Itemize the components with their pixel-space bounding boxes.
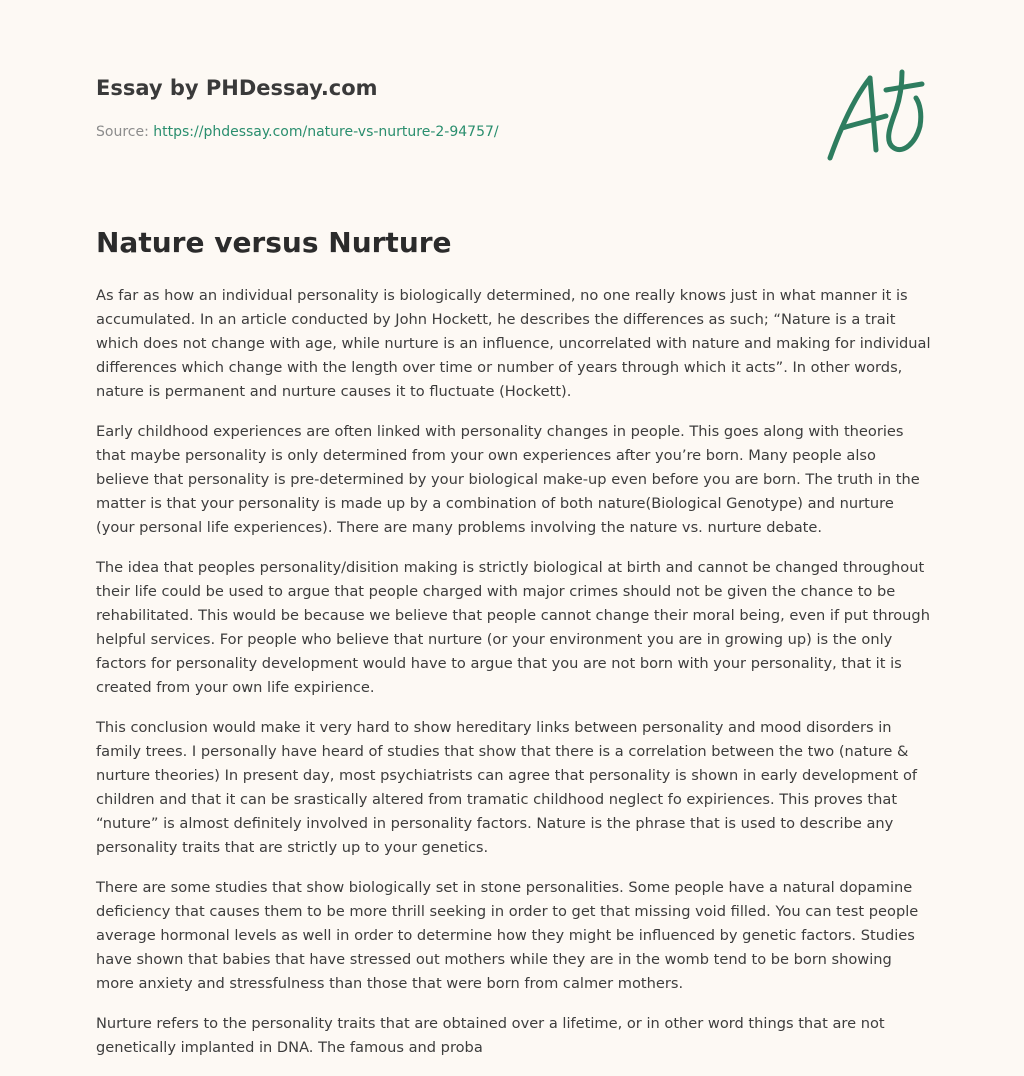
essay-paragraph: As far as how an individual personality is biologically determined, no one really knows just in what manner it is accumulated. In an article conducted by John Hockett, he describes the differences as such; “Nature is a trait which does not change with age, while nurture is an influence, uncorrelated with nature and making for individual differences which change with the length over time or number of years through which it acts”. In other words, nature is permanent and nurture causes it to fluctuate (Hockett). [96,287,931,400]
essay-body [96,284,931,1076]
a-plus-icon [824,68,928,164]
essay-paragraph: There are some studies that show biologically set in stone personalities. Some people have a natural dopamine deficiency that causes them to be more thrill seeking in order to get that missing void filled. You can test people average hormonal levels as well in order to determine how they might be influenced by genetic factors. Studies have shown that babies that have stressed out mothers while they are in the womb tend to be born showing more anxiety and stressfulness than those that were born from calmer mothers. [96,879,919,992]
essay-title: Nature versus Nurture [96,226,452,259]
essay-paragraph: The idea that peoples personality/disition making is strictly biological at birth and cannot be changed throughout their life could be used to argue that people charged with major crimes should not be given the chance to be rehabilitated. This would be because we believe that people cannot change their moral being, even if put through helpful services. For people who believe that nurture (or your environment you are in growing up) is the only factors for personality development would have to argue that you are not born with your personality, that it is created from your own life expirience. [96,559,930,696]
site-brand: Essay by PHDessay.com [96,76,378,100]
essay-paragraph: Nurture refers to the personality traits that are obtained over a lifetime, or in other word things that are not genetically implanted in DNA. The famous and proba [96,1015,885,1056]
source-label: Source: [96,124,149,140]
essay-paragraph: This conclusion would make it very hard to show hereditary links between personality and mood disorders in family trees. I personally have heard of studies that show that there is a correlation between the two (nature & nurture theories) In present day, most psychiatrists can agree that personality is shown in early development of children and that it can be srastically altered from tramatic childhood neglect fo expiriences. This proves that “nuture” is almost definitely involved in personality factors. Nature is the phrase that is used to describe any personality traits that are strictly up to your genetics. [96,719,918,856]
source-link[interactable]: https://phdessay.com/nature-vs-nurture-2-94757/ [153,124,499,140]
essay-paragraph: Early childhood experiences are often linked with personality changes in people. This goes along with theories that maybe personality is only determined from your own experiences after you’re born. Many people also believe that personality is pre-determined by your biological make-up even before you are born. The truth in the matter is that your personality is made up by a combination of both nature(Biological Genotype) and nurture (your personal life experiences). There are many problems involving the nature vs. nurture debate. [96,423,920,536]
source-line [96,124,499,140]
